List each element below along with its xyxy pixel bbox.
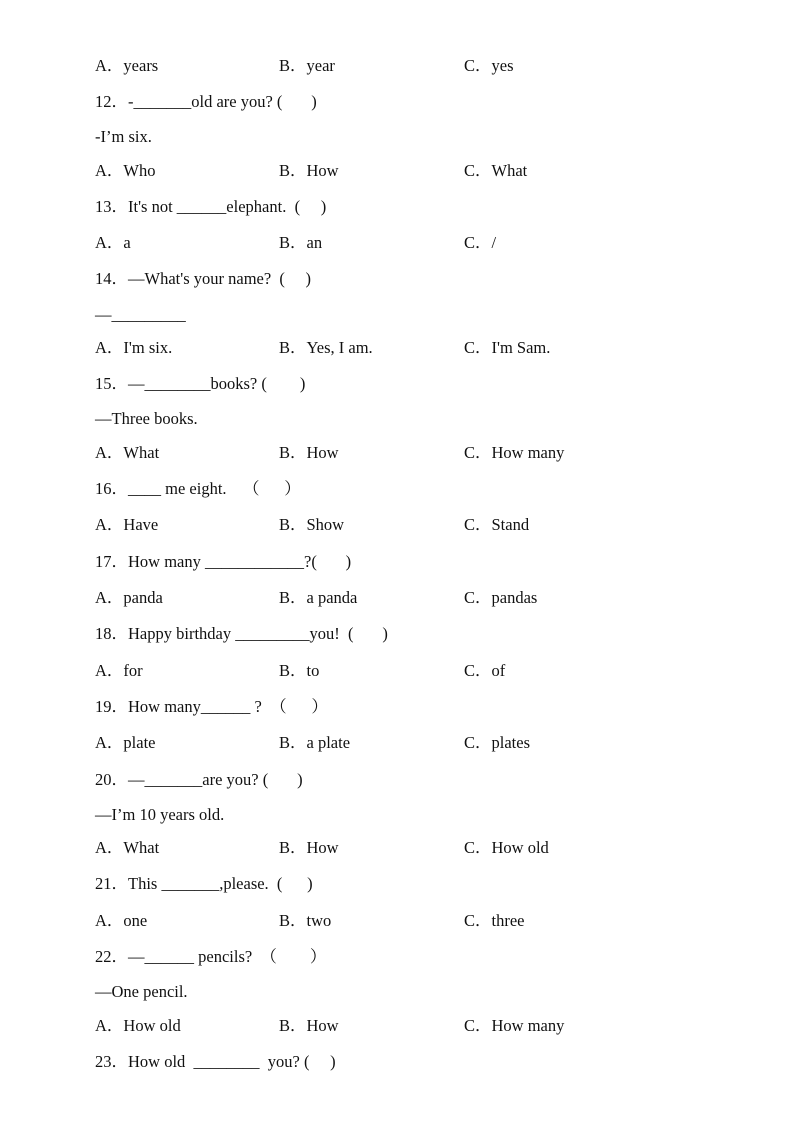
option-c: C．three	[464, 911, 525, 930]
option-a: A．What	[95, 838, 160, 857]
question-line: —_________	[95, 305, 186, 324]
option-c: C．I'm Sam.	[464, 338, 551, 357]
option-b: B．How	[279, 443, 339, 462]
option-c: C．How many	[464, 1016, 565, 1035]
question-line: 14．—What's your name? ( )	[95, 269, 312, 288]
option-c: C．plates	[464, 733, 530, 752]
option-a: A．one	[95, 911, 148, 930]
option-c: C．/	[464, 233, 497, 252]
option-b: B．Show	[279, 515, 345, 534]
option-c: C．What	[464, 161, 528, 180]
question-line: 13．It's not ______elephant. ( )	[95, 197, 327, 216]
option-b: B．a plate	[279, 733, 351, 752]
option-b: B．How	[279, 1016, 339, 1035]
question-line: 15．—________books? ( )	[95, 374, 306, 393]
question-line: 16．____ me eight. （ ）	[95, 479, 301, 498]
option-a: A．Who	[95, 161, 156, 180]
option-b: B．to	[279, 661, 320, 680]
option-a: A．years	[95, 56, 159, 75]
option-b: B．How	[279, 161, 339, 180]
option-c: C．pandas	[464, 588, 538, 607]
option-b: B．Yes, I am.	[279, 338, 373, 357]
option-c: C．yes	[464, 56, 514, 75]
question-line: 12．-_______old are you? ( )	[95, 92, 317, 111]
question-line: 20．—_______are you? ( )	[95, 770, 303, 789]
question-line: 21．This _______,please. ( )	[95, 874, 313, 893]
option-a: A．plate	[95, 733, 156, 752]
question-line: —Three books.	[95, 409, 198, 428]
question-line: 23．How old ________ you? ( )	[95, 1052, 336, 1071]
option-a: A．panda	[95, 588, 163, 607]
option-b: B．year	[279, 56, 335, 75]
option-a: A．Have	[95, 515, 159, 534]
option-a: A．a	[95, 233, 131, 252]
option-c: C．How old	[464, 838, 549, 857]
question-line: 17．How many ____________?( )	[95, 552, 352, 571]
option-b: B．a panda	[279, 588, 358, 607]
option-a: A．How old	[95, 1016, 181, 1035]
option-b: B．an	[279, 233, 323, 252]
option-a: A．for	[95, 661, 143, 680]
question-line: 22．—______ pencils? （ ）	[95, 947, 327, 966]
option-a: A．What	[95, 443, 160, 462]
option-c: C．of	[464, 661, 506, 680]
question-line: —I’m 10 years old.	[95, 805, 225, 824]
option-c: C．Stand	[464, 515, 530, 534]
question-line: 18．Happy birthday _________you! ( )	[95, 624, 388, 643]
option-b: B．How	[279, 838, 339, 857]
question-line: —One pencil.	[95, 982, 188, 1001]
question-line: 19．How many______ ? （ ）	[95, 697, 328, 716]
option-c: C．How many	[464, 443, 565, 462]
option-b: B．two	[279, 911, 332, 930]
option-a: A．I'm six.	[95, 338, 173, 357]
question-line: -I’m six.	[95, 127, 152, 146]
